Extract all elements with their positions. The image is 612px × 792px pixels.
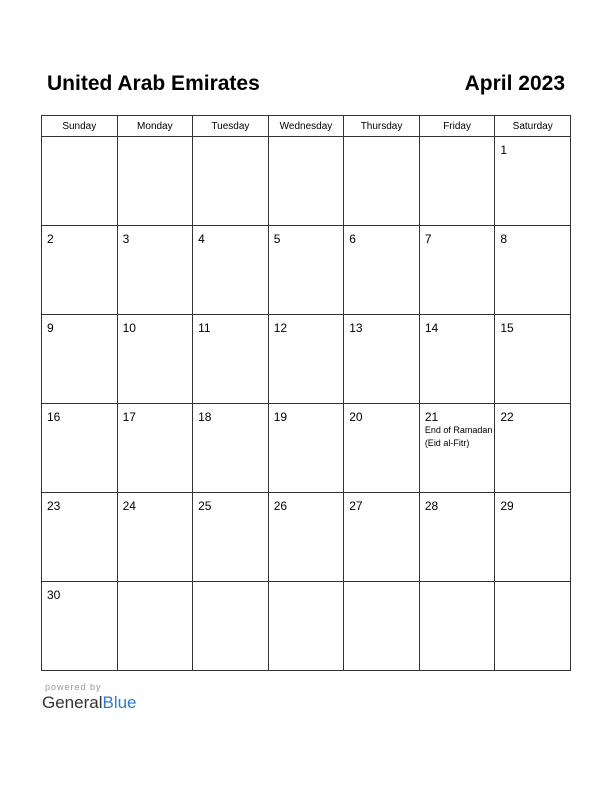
- day-cell: [117, 226, 193, 315]
- weekday-header-row: [42, 116, 571, 137]
- day-number: 25: [198, 499, 212, 513]
- day-number: [344, 137, 419, 143]
- day-cell: [42, 493, 118, 582]
- week-row: [42, 315, 571, 404]
- day-cell: [117, 582, 193, 671]
- day-cell: [495, 226, 571, 315]
- powered-by-text: powered by: [45, 682, 102, 692]
- week-row: [42, 137, 571, 226]
- week-row: [42, 493, 571, 582]
- day-number: 24: [122, 499, 136, 513]
- day-number: 30: [47, 588, 61, 602]
- day-cell: [268, 137, 344, 226]
- day-number: 1: [500, 143, 508, 157]
- generalblue-logo[interactable]: [42, 693, 137, 713]
- day-cell: [495, 582, 571, 671]
- week-row: [42, 404, 571, 493]
- day-cell: [495, 404, 571, 493]
- day-number: 15: [500, 321, 514, 335]
- day-number: 6: [349, 232, 356, 246]
- day-number: 23: [47, 499, 61, 513]
- day-number: 21: [424, 410, 439, 424]
- weekday-tuesday: Tuesday: [193, 116, 269, 137]
- logo-text-blue: Blue: [102, 693, 137, 712]
- day-cell: [344, 582, 420, 671]
- month-title: April 2023: [464, 72, 565, 95]
- day-number: 12: [273, 321, 288, 335]
- day-number: 5: [273, 232, 281, 246]
- day-cell: [344, 404, 420, 493]
- day-cell: [419, 315, 495, 404]
- day-number: 10: [122, 321, 136, 335]
- day-cell: [344, 226, 420, 315]
- holiday-label: End of Ramadan (Eid al-Fitr): [424, 425, 493, 448]
- day-cell: [42, 582, 118, 671]
- day-cell: [419, 137, 495, 226]
- day-number: [495, 582, 570, 588]
- day-cell: [268, 315, 344, 404]
- day-cell: [117, 137, 193, 226]
- day-cell: [193, 137, 269, 226]
- day-number: 14: [424, 321, 439, 335]
- day-cell: [419, 582, 495, 671]
- weekday-thursday: Thursday: [344, 116, 420, 137]
- day-number: [118, 582, 193, 588]
- day-number: 27: [349, 499, 363, 513]
- day-cell: [42, 315, 118, 404]
- day-cell: [268, 404, 344, 493]
- country-title: United Arab Emirates: [47, 72, 260, 95]
- day-number: 29: [500, 499, 514, 513]
- day-number: [269, 582, 344, 588]
- day-cell: [42, 226, 118, 315]
- day-number: 11: [198, 321, 211, 335]
- weekday-wednesday: Wednesday: [268, 116, 344, 137]
- day-number: 17: [122, 410, 136, 424]
- day-cell: [193, 404, 269, 493]
- day-number: 8: [500, 232, 508, 246]
- weekday-friday: Friday: [419, 116, 495, 137]
- day-cell: [344, 315, 420, 404]
- day-number: 2: [47, 232, 54, 246]
- day-number: 9: [47, 321, 54, 335]
- day-number: 4: [198, 232, 205, 246]
- weekday-sunday: Sunday: [42, 116, 118, 137]
- day-number: [118, 137, 193, 143]
- week-row: [42, 582, 571, 671]
- day-number: 20: [349, 410, 363, 424]
- day-number: 16: [47, 410, 61, 424]
- day-cell: [419, 404, 495, 493]
- weekday-saturday: Saturday: [495, 116, 571, 137]
- day-cell: [117, 404, 193, 493]
- day-cell: [193, 582, 269, 671]
- day-cell: [344, 493, 420, 582]
- day-cell: [268, 226, 344, 315]
- day-number: 13: [349, 321, 363, 335]
- day-number: [193, 137, 268, 143]
- day-number: [420, 582, 495, 588]
- day-cell: [193, 315, 269, 404]
- day-cell: [117, 315, 193, 404]
- day-number: 3: [122, 232, 130, 246]
- day-number: 28: [424, 499, 439, 513]
- day-cell: [42, 137, 118, 226]
- day-number: [42, 137, 117, 143]
- day-number: [344, 582, 419, 588]
- day-cell: [344, 137, 420, 226]
- week-row: [42, 226, 571, 315]
- day-cell: [42, 404, 118, 493]
- day-number: [269, 137, 344, 143]
- day-cell: [193, 493, 269, 582]
- calendar-grid: [41, 115, 571, 671]
- day-cell: [495, 493, 571, 582]
- day-number: 26: [273, 499, 288, 513]
- day-number: [420, 137, 495, 143]
- day-cell: [268, 493, 344, 582]
- day-cell: [419, 226, 495, 315]
- weekday-monday: Monday: [117, 116, 193, 137]
- day-number: 22: [500, 410, 514, 424]
- day-number: 18: [198, 410, 212, 424]
- day-cell: [495, 137, 571, 226]
- day-number: 7: [424, 232, 432, 246]
- day-cell: [193, 226, 269, 315]
- logo-text-general: General: [42, 693, 103, 712]
- day-cell: [117, 493, 193, 582]
- day-cell: [495, 315, 571, 404]
- day-number: 19: [273, 410, 288, 424]
- day-cell: [419, 493, 495, 582]
- day-cell: [268, 582, 344, 671]
- day-number: [193, 582, 268, 588]
